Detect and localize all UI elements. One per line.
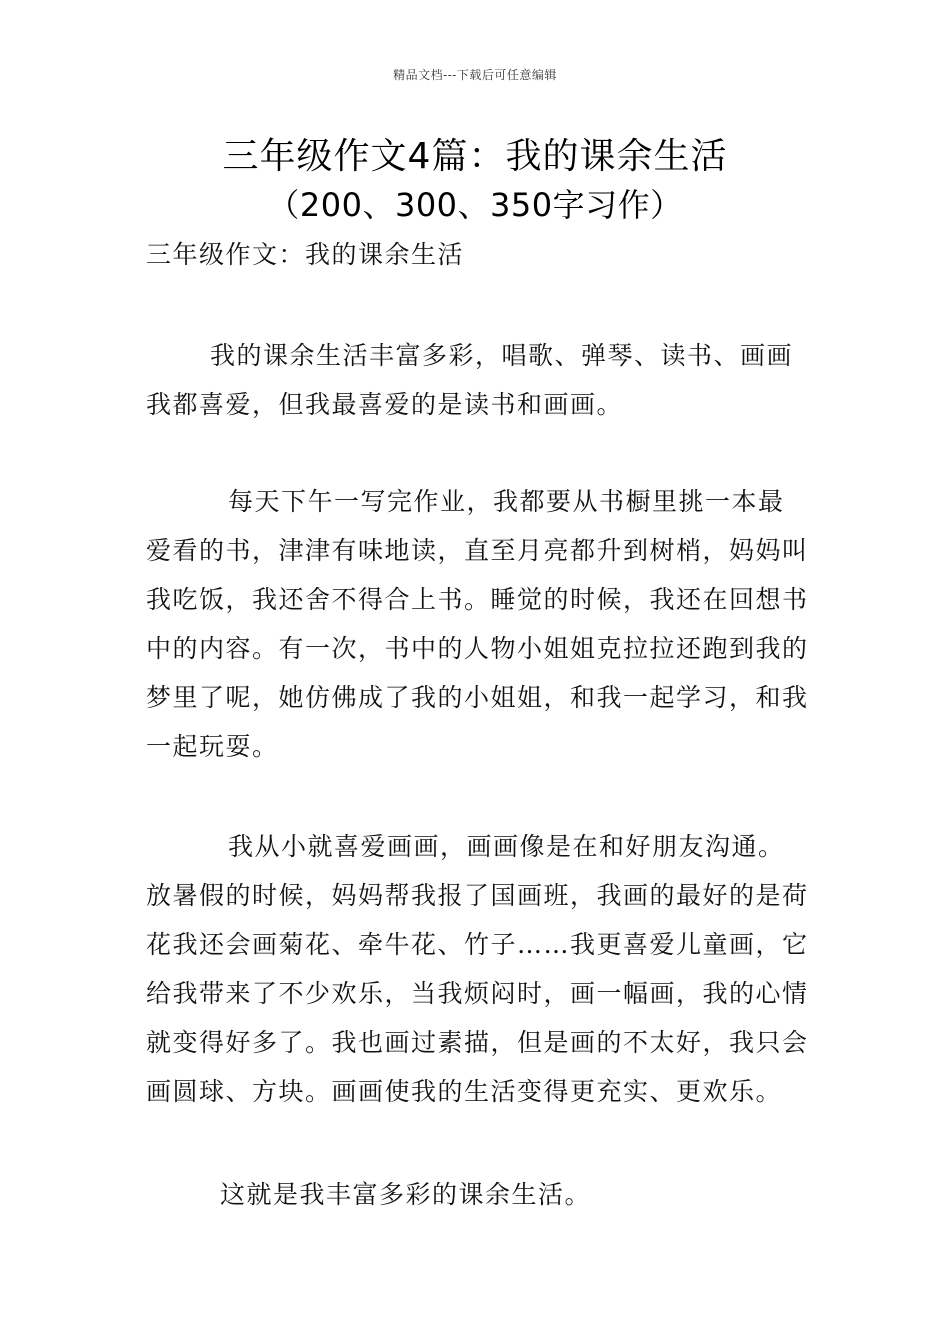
header-note: 精品文档---下载后可任意编辑 xyxy=(393,68,557,82)
paragraph-1: 我的课余生活丰富多彩，唱歌、弹琴、读书、画画我都喜爱，但我最喜爱的是读书和画画。 xyxy=(146,341,794,419)
document-title: 三年级作文4篇：我的课余生活 xyxy=(222,136,728,177)
paragraph-4: 这就是我丰富多彩的课余生活。 xyxy=(220,1180,592,1209)
paragraph-3: 我从小就喜爱画画，画画像是在和好朋友沟通。放暑假的时候，妈妈帮我报了国画班，我画的最好的是荷花我还会画菊花、牵牛花、竹子……我更喜爱儿童画，它给我带来了不少欢乐，当我烦闷时，画一幅画，我的心情就变得好多了。我也画过素描，但是画的不太好，我只会画圆球、方块。画画使我的生活变得更充实、更欢乐。 xyxy=(146,832,809,1106)
document-subtitle: （200、300、350字习作） xyxy=(267,186,683,224)
paragraph-2: 每天下午一写完作业，我都要从书橱里挑一本最爱看的书，津津有味地读，直至月亮都升到树梢，妈妈叫我吃饭，我还舍不得合上书。睡觉的时候，我还在回想书中的内容。有一次，书中的人物小姐姐克拉拉还跑到我的梦里了呢，她仿佛成了我的小姐姐，和我一起学习，和我一起玩耍。 xyxy=(146,487,809,761)
section-heading: 三年级作文：我的课余生活 xyxy=(146,240,465,269)
